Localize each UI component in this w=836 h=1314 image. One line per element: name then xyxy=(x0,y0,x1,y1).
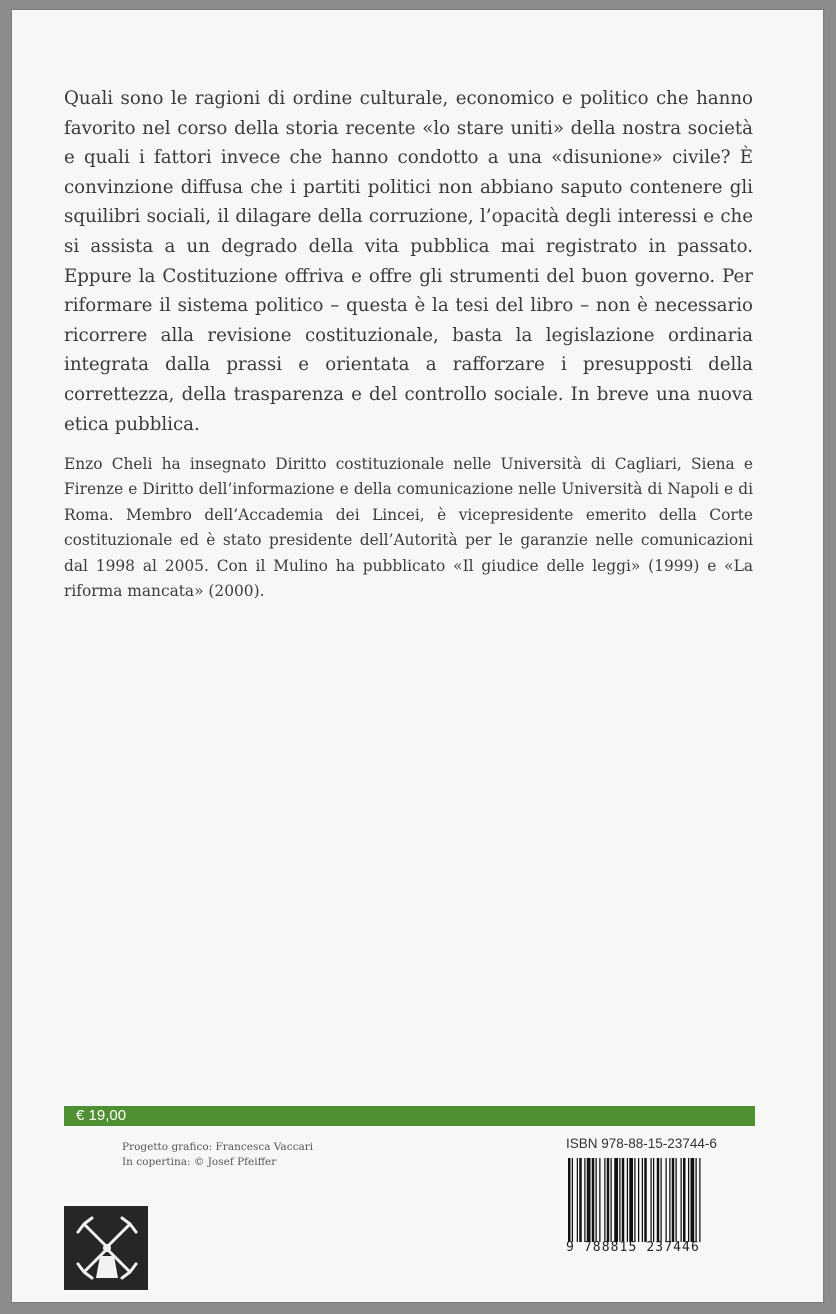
cover-credit: In copertina: © Josef Pfeiffer xyxy=(122,1156,277,1168)
isbn-label: ISBN 978-88-15-23744-6 xyxy=(566,1136,717,1151)
price-bar xyxy=(64,1106,755,1126)
barcode-digits: 9 788815 237446 xyxy=(566,1240,700,1255)
design-credit: Progetto grafico: Francesca Vaccari xyxy=(122,1141,314,1153)
book-blurb: Quali sono le ragioni di ordine culturale, economico e politico che hanno favorito nel corso della storia recente «lo stare uniti» della nostra società e quali i fattori invece che hanno condotto a una «disunione» civile? È convinzione diffusa che i partiti politici non abbiano saputo contenere gli squilibri sociali, il dilagare della corruzione, l’opacità degli interessi e che si assista a un degrado della vita pubblica mai registrato in passato. Eppure la Costituzione offriva e offre gli strumenti del buon governo. Per riformare il sistema politico – questa è la tesi del libro – non è necessario ricorrere alla revisione costituzionale, basta la legislazione ordinaria integrata dalla prassi e orientata a rafforzare i presupposti della correttezza, della trasparenza e del controllo sociale. In breve una nuova etica pubblica. xyxy=(64,88,753,435)
barcode xyxy=(566,1158,750,1242)
windmill-icon xyxy=(64,1206,148,1290)
price-label: € 19,00 xyxy=(76,1107,127,1124)
author-bio: Enzo Cheli ha insegnato Diritto costituzionale nelle Università di Cagliari, Siena e Firenze e Diritto dell’informazione e della comunicazione nelle Università di Napoli e di Roma. Membro dell’Accademia dei Lincei, è vicepresidente emerito della Corte costituzionale ed è stato presidente dell’Autorità per le garanzie nelle comunicazioni dal 1998 al 2005. Con il Mulino ha pubblicato «Il giudice delle leggi» (1999) e «La riforma mancata» (2000). xyxy=(64,455,753,601)
publisher-logo xyxy=(64,1206,148,1290)
credits xyxy=(122,1140,313,1170)
